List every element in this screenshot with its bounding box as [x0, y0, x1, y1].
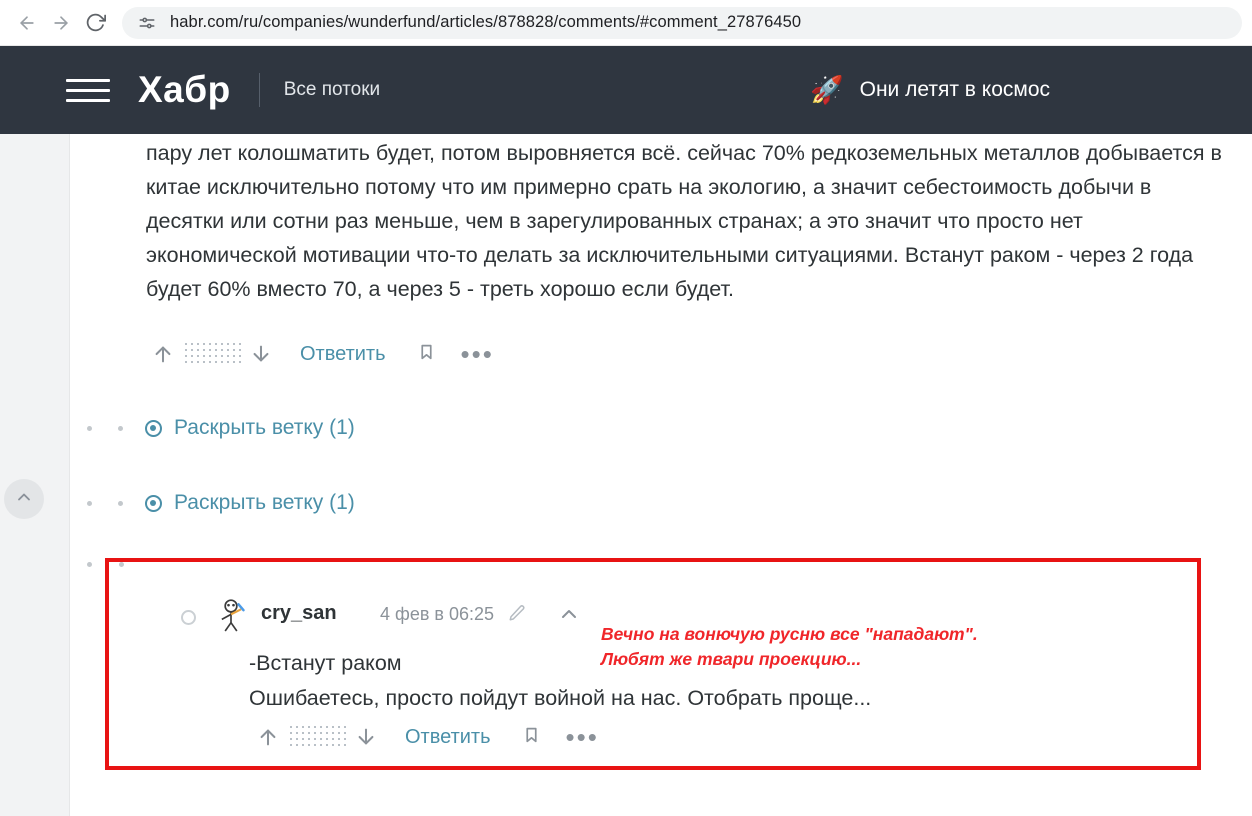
annotation-line-1: Вечно на вонючую русню все "нападают".	[601, 624, 978, 644]
thread-bullet-icon	[87, 426, 92, 431]
arrow-up-icon[interactable]	[146, 337, 180, 371]
address-bar[interactable]	[122, 7, 1242, 39]
comments-column	[69, 134, 1252, 816]
comment-actions	[146, 337, 494, 371]
target-icon	[145, 495, 162, 512]
user-avatar-icon	[211, 596, 251, 636]
comment-author[interactable]: cry_san	[261, 602, 337, 624]
bookmark-icon[interactable]	[418, 340, 435, 369]
hamburger-menu-icon[interactable]	[66, 68, 110, 112]
reload-icon	[85, 12, 106, 33]
back-button[interactable]	[10, 6, 44, 40]
scroll-to-top-button[interactable]	[4, 479, 44, 519]
forward-arrow-icon	[51, 13, 71, 33]
thread-bullet-icon	[87, 501, 92, 506]
arrow-down-icon[interactable]	[349, 720, 383, 754]
site-logo[interactable]: Хабр	[138, 69, 231, 110]
collapsed-thread-1[interactable]	[87, 416, 355, 440]
reply-button[interactable]: Ответить	[405, 725, 491, 748]
thread-bullet-icon	[118, 501, 123, 506]
avatar[interactable]	[209, 594, 253, 638]
thread-bullet-icon	[118, 426, 123, 431]
more-dots-icon[interactable]: •••	[460, 339, 494, 369]
reload-button[interactable]	[78, 6, 112, 40]
comment-anchor-icon[interactable]	[181, 610, 196, 625]
pencil-icon[interactable]	[508, 604, 526, 627]
site-header	[0, 46, 1252, 134]
more-dots-icon[interactable]: •••	[565, 722, 599, 752]
site-settings-icon[interactable]	[136, 12, 158, 34]
comment-score	[183, 341, 241, 367]
expand-thread-link[interactable]: Раскрыть ветку (1)	[174, 491, 355, 514]
thread-bullet-icon	[87, 562, 92, 567]
annotation-line-2: Любят же твари проекцию...	[601, 649, 862, 669]
highlighted-comment	[105, 558, 1201, 770]
collapsed-thread-2[interactable]	[87, 491, 355, 515]
comment-timestamp: 4 фев в 06:25	[380, 604, 495, 624]
chevron-up-icon	[14, 487, 34, 512]
comment-quote: -Встанут раком	[249, 651, 402, 675]
reply-button[interactable]: Ответить	[300, 342, 386, 365]
highlighted-comment-actions	[251, 720, 599, 754]
header-divider	[259, 73, 260, 107]
left-rail	[0, 134, 70, 816]
browser-toolbar	[0, 0, 1252, 46]
bookmark-icon[interactable]	[523, 723, 540, 752]
rocket-icon: 🚀	[810, 74, 844, 105]
comment-text: Ошибаетесь, просто пойдут войной на нас. Отобрать проще...	[249, 686, 872, 710]
promo-banner[interactable]	[810, 74, 1051, 105]
back-arrow-icon	[17, 13, 37, 33]
comment-score	[288, 724, 346, 750]
url-text: habr.com/ru/companies/wunderfund/articles/878828/comments/#comment_27876450	[170, 13, 802, 31]
arrow-up-icon[interactable]	[251, 720, 285, 754]
target-icon	[145, 420, 162, 437]
highlighted-comment-body	[249, 646, 871, 716]
comment-text: пару лет колошматить будет, потом выровняется всё. сейчас 70% редкоземельных металлов добывается в китае исключительно потому что им примерно срать на экологию, а значит себестоимость добычи в десятки или сотни раз меньше, чем в зарегулированных странах; а это значит что просто нет экономической мотивации что-то делать за исключительными ситуациями. Встанут раком - через 2 года будет 60% вместо 70, а через 5 - треть хорошо если будет.	[146, 141, 1222, 301]
promo-text: Они летят в космос	[859, 78, 1051, 101]
page-content	[0, 134, 1252, 816]
arrow-down-icon[interactable]	[244, 337, 278, 371]
forward-button[interactable]	[44, 6, 78, 40]
all-flows-link[interactable]: Все потоки	[283, 79, 381, 100]
collapse-comment-button[interactable]	[557, 602, 581, 631]
expand-thread-link[interactable]: Раскрыть ветку (1)	[174, 416, 355, 439]
